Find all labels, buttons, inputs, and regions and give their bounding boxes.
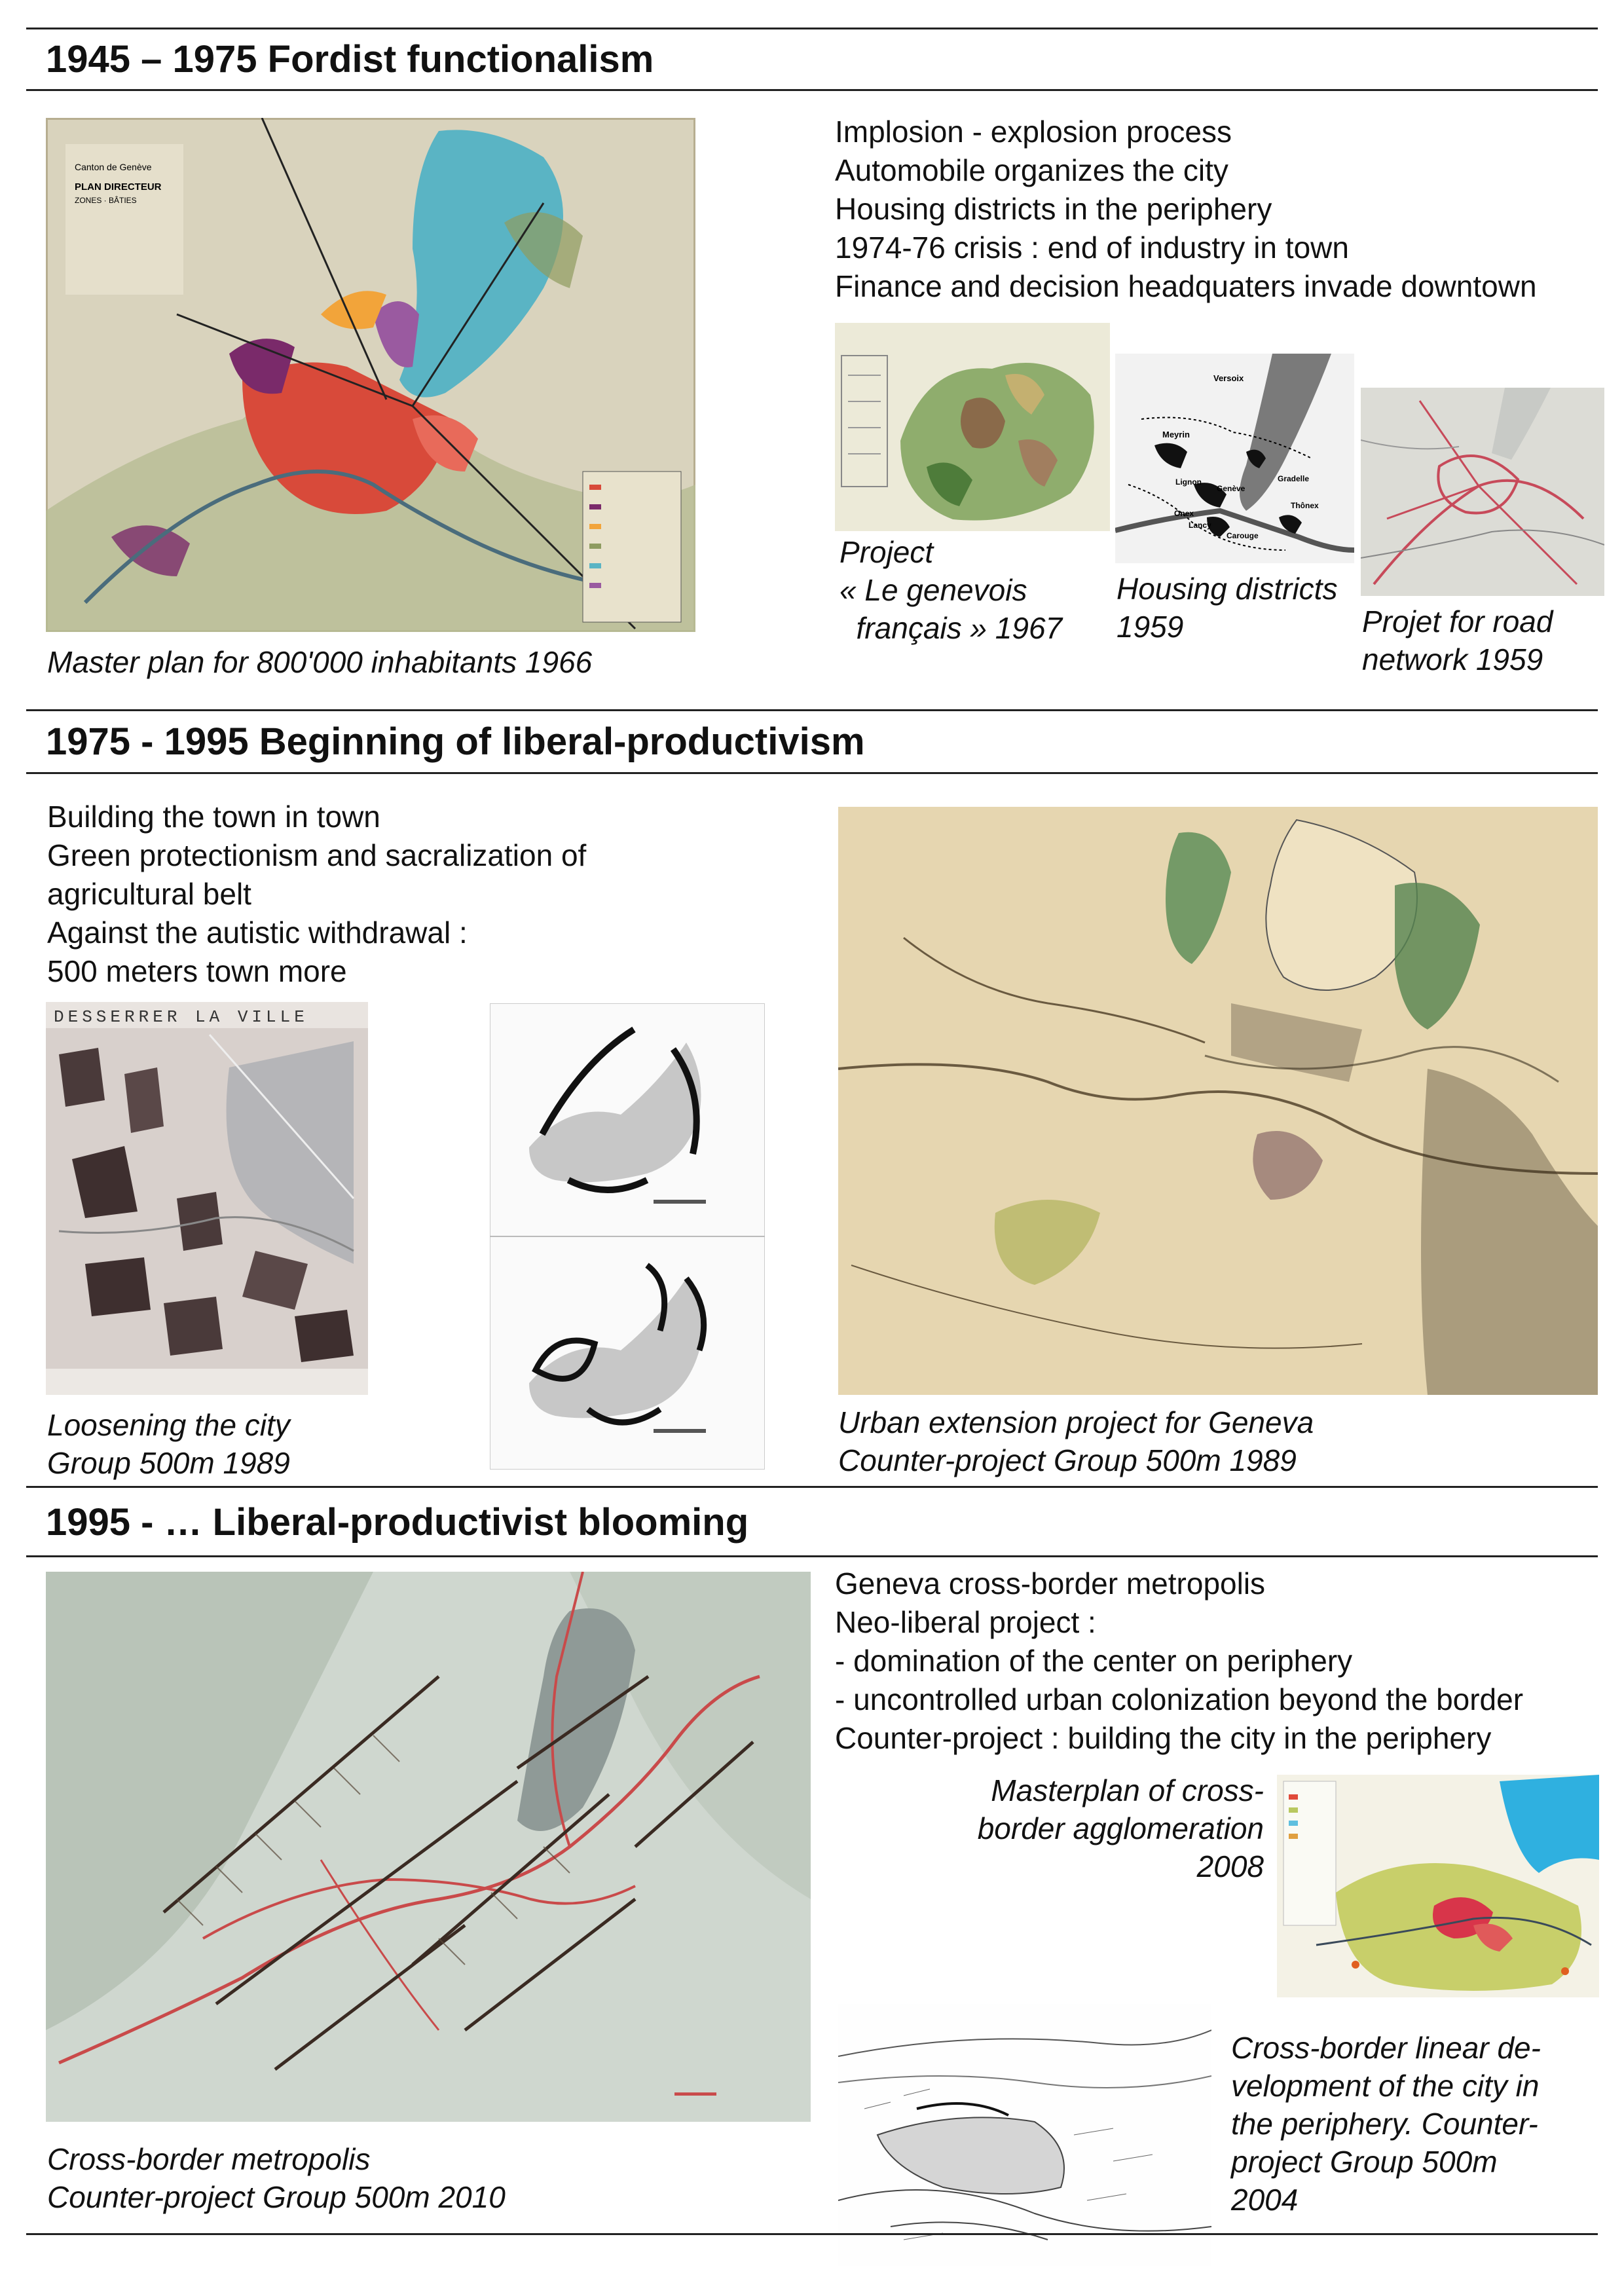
housing-label-onex: Onex xyxy=(1174,509,1194,518)
section-2-line-3: agricultural belt xyxy=(47,877,251,911)
masterplan-2008-caption-line-2: border agglomeration xyxy=(977,1811,1264,1845)
linear-development-sketch xyxy=(838,2004,1211,2266)
loosening-caption-line-2: Group 500m 1989 xyxy=(47,1446,290,1480)
group-500m-sketches xyxy=(490,1003,765,1470)
urban-extension-caption xyxy=(838,1403,1314,1479)
linear-caption-line-5: 2004 xyxy=(1231,2183,1299,2217)
section-3-line-3: - domination of the center on periphery xyxy=(835,1644,1353,1678)
housing-label-geneve: Genève xyxy=(1217,484,1246,493)
linear-caption-line-3: the periphery. Counter- xyxy=(1231,2107,1538,2141)
master-plan-header-3: ZONES · BÂTIES xyxy=(75,196,137,205)
housing-label-lancy: Lancy xyxy=(1189,521,1211,530)
housing-caption-line-1: Housing districts xyxy=(1116,572,1338,606)
genevois-francais-map xyxy=(835,323,1110,531)
road-caption-line-2: network 1959 xyxy=(1362,642,1543,676)
section-1-line-3: Housing districts in the periphery xyxy=(835,192,1272,226)
road-network-caption xyxy=(1362,602,1553,678)
section-1-heading: 1945 – 1975 Fordist functionalism xyxy=(46,38,654,81)
metropolis-caption-line-2: Counter-project Group 500m 2010 xyxy=(47,2180,506,2214)
section-2-line-5: 500 meters town more xyxy=(47,954,347,988)
section-3-rule xyxy=(26,1555,1598,1557)
section-3-line-1: Geneva cross-border metropolis xyxy=(835,1566,1266,1601)
loosening-city-map xyxy=(46,1002,368,1395)
genevois-caption-line-2: « Le genevois xyxy=(840,573,1027,607)
section-2-rule xyxy=(26,772,1598,774)
road-network-map xyxy=(1361,388,1604,596)
urban-extension-map xyxy=(838,807,1598,1395)
housing-label-lignon: Lignon xyxy=(1175,477,1202,487)
genevois-caption-line-3: français » 1967 xyxy=(840,611,1063,645)
section-2-top-rule xyxy=(26,709,1598,711)
housing-label-gradelle: Gradelle xyxy=(1278,474,1310,483)
masterplan-2008-map xyxy=(1277,1775,1599,1997)
section-1-line-5: Finance and decision headquaters invade downtown xyxy=(835,269,1537,303)
metropolis-caption xyxy=(47,2140,506,2216)
masterplan-2008-caption xyxy=(910,1771,1264,1885)
section-3-line-2: Neo-liberal project : xyxy=(835,1605,1096,1639)
genevois-caption xyxy=(840,533,1062,647)
metropolis-caption-line-1: Cross-border metropolis xyxy=(47,2142,371,2176)
linear-caption-line-1: Cross-border linear de- xyxy=(1231,2031,1541,2065)
section-2-text xyxy=(47,798,586,991)
linear-development-caption xyxy=(1231,2029,1541,2219)
section-2-line-2: Green protectionism and sacralization of xyxy=(47,838,587,872)
master-plan-caption: Master plan for 800'000 inhabitants 1966 xyxy=(47,645,593,679)
urban-extension-caption-line-1: Urban extension project for Geneva xyxy=(838,1405,1314,1439)
master-plan-map xyxy=(46,118,695,632)
section-1-rule xyxy=(26,89,1598,91)
loosening-banner: DESSERRER LA VILLE xyxy=(54,1007,308,1027)
section-1-line-2: Automobile organizes the city xyxy=(835,153,1228,187)
section-2-line-1: Building the town in town xyxy=(47,800,380,834)
housing-label-thonex: Thônex xyxy=(1291,501,1319,510)
genevois-caption-line-1: Project xyxy=(840,535,934,569)
master-plan-header-1: Canton de Genève xyxy=(75,162,152,172)
section-3-text xyxy=(835,1565,1523,1758)
top-rule xyxy=(26,28,1598,29)
section-2-heading: 1975 - 1995 Beginning of liberal-productivism xyxy=(46,720,865,763)
section-1-text xyxy=(835,113,1537,306)
section-1-line-1: Implosion - explosion process xyxy=(835,115,1232,149)
section-2-line-4: Against the autistic withdrawal : xyxy=(47,916,468,950)
section-3-heading: 1995 - … Liberal-productivist blooming xyxy=(46,1501,749,1544)
road-caption-line-1: Projet for road xyxy=(1362,604,1553,639)
housing-districts-map xyxy=(1115,354,1354,563)
linear-caption-line-4: project Group 500m xyxy=(1231,2145,1498,2179)
bottom-rule xyxy=(26,2233,1598,2235)
master-plan-header-2: PLAN DIRECTEUR xyxy=(75,181,162,193)
housing-label-carouge: Carouge xyxy=(1227,531,1259,540)
cross-border-metropolis-map xyxy=(46,1572,811,2122)
linear-caption-line-2: velopment of the city in xyxy=(1231,2069,1540,2103)
section-3-line-4: - uncontrolled urban colonization beyond the border xyxy=(835,1682,1524,1716)
section-1-line-4: 1974-76 crisis : end of industry in town xyxy=(835,231,1349,265)
svg-text:▬▬▬▬: ▬▬▬▬ xyxy=(674,2087,716,2098)
housing-label-versoix: Versoix xyxy=(1213,373,1244,383)
housing-label-meyrin: Meyrin xyxy=(1162,430,1190,439)
masterplan-2008-caption-line-1: Masterplan of cross- xyxy=(991,1773,1264,1807)
housing-caption xyxy=(1116,570,1337,646)
masterplan-2008-caption-line-3: 2008 xyxy=(1196,1849,1264,1883)
urban-extension-caption-line-2: Counter-project Group 500m 1989 xyxy=(838,1443,1297,1477)
loosening-caption xyxy=(47,1406,290,1482)
loosening-caption-line-1: Loosening the city xyxy=(47,1408,290,1442)
section-3-top-rule xyxy=(26,1486,1598,1488)
section-3-line-5: Counter-project : building the city in the periphery xyxy=(835,1721,1492,1755)
housing-caption-line-2: 1959 xyxy=(1116,610,1184,644)
